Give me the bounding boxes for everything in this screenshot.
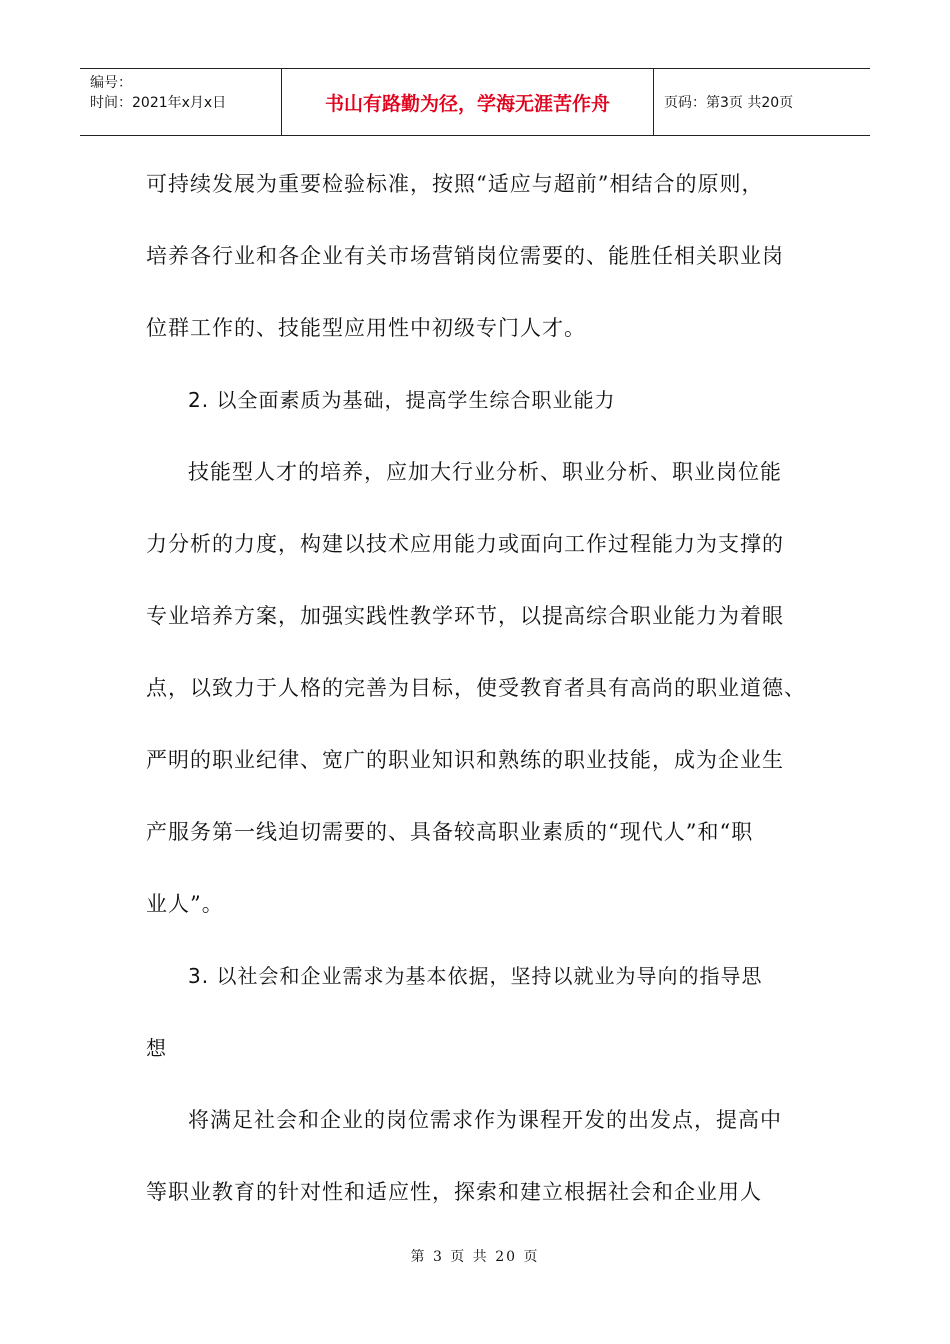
body-line: 可持续发展为重要检验标准，按照“适应与超前”相结合的原则， — [146, 172, 764, 196]
body-line: 业人”。 — [146, 892, 224, 916]
body-line: 培养各行业和各企业有关市场营销岗位需要的、能胜任相关职业岗 — [146, 244, 784, 268]
header-meta — [80, 69, 282, 135]
page-footer: 第 3 页 共 20 页 — [410, 1249, 540, 1265]
time-label: 时间：2021年x月x日 — [90, 95, 227, 111]
section-heading-3-continued: 想 — [146, 1036, 167, 1060]
body-line: 技能型人才的培养，应加大行业分析、职业分析、职业岗位能 — [188, 460, 782, 484]
body-line: 产服务第一线迫切需要的、具备较高职业素质的“现代人”和“职 — [146, 820, 754, 844]
body-line: 专业培养方案，加强实践性教学环节，以提高综合职业能力为着眼 — [146, 604, 784, 628]
body-line: 位群工作的、技能型应用性中初级专门人才。 — [146, 316, 586, 340]
section-heading-2: 2. 以全面素质为基础，提高学生综合职业能力 — [188, 388, 616, 412]
header-motto: 书山有路勤为径，学海无涯苦作舟 — [282, 69, 654, 135]
body-line: 点，以致力于人格的完善为目标，使受教育者具有高尚的职业道德、 — [146, 676, 806, 700]
document-body — [146, 160, 816, 1240]
body-line: 力分析的力度，构建以技术应用能力或面向工作过程能力为支撑的 — [146, 532, 784, 556]
page-header — [80, 68, 870, 136]
body-line: 将满足社会和企业的岗位需求作为课程开发的出发点，提高中 — [188, 1108, 782, 1132]
header-page-info: 页码：第3页 共20页 — [664, 95, 794, 111]
number-label: 编号： — [90, 75, 132, 91]
body-line: 严明的职业纪律、宽广的职业知识和熟练的职业技能，成为企业生 — [146, 748, 784, 772]
body-line: 等职业教育的针对性和适应性，探索和建立根据社会和企业用人 — [146, 1180, 762, 1204]
section-heading-3: 3. 以社会和企业需求为基本依据，坚持以就业为导向的指导思 — [188, 964, 763, 988]
